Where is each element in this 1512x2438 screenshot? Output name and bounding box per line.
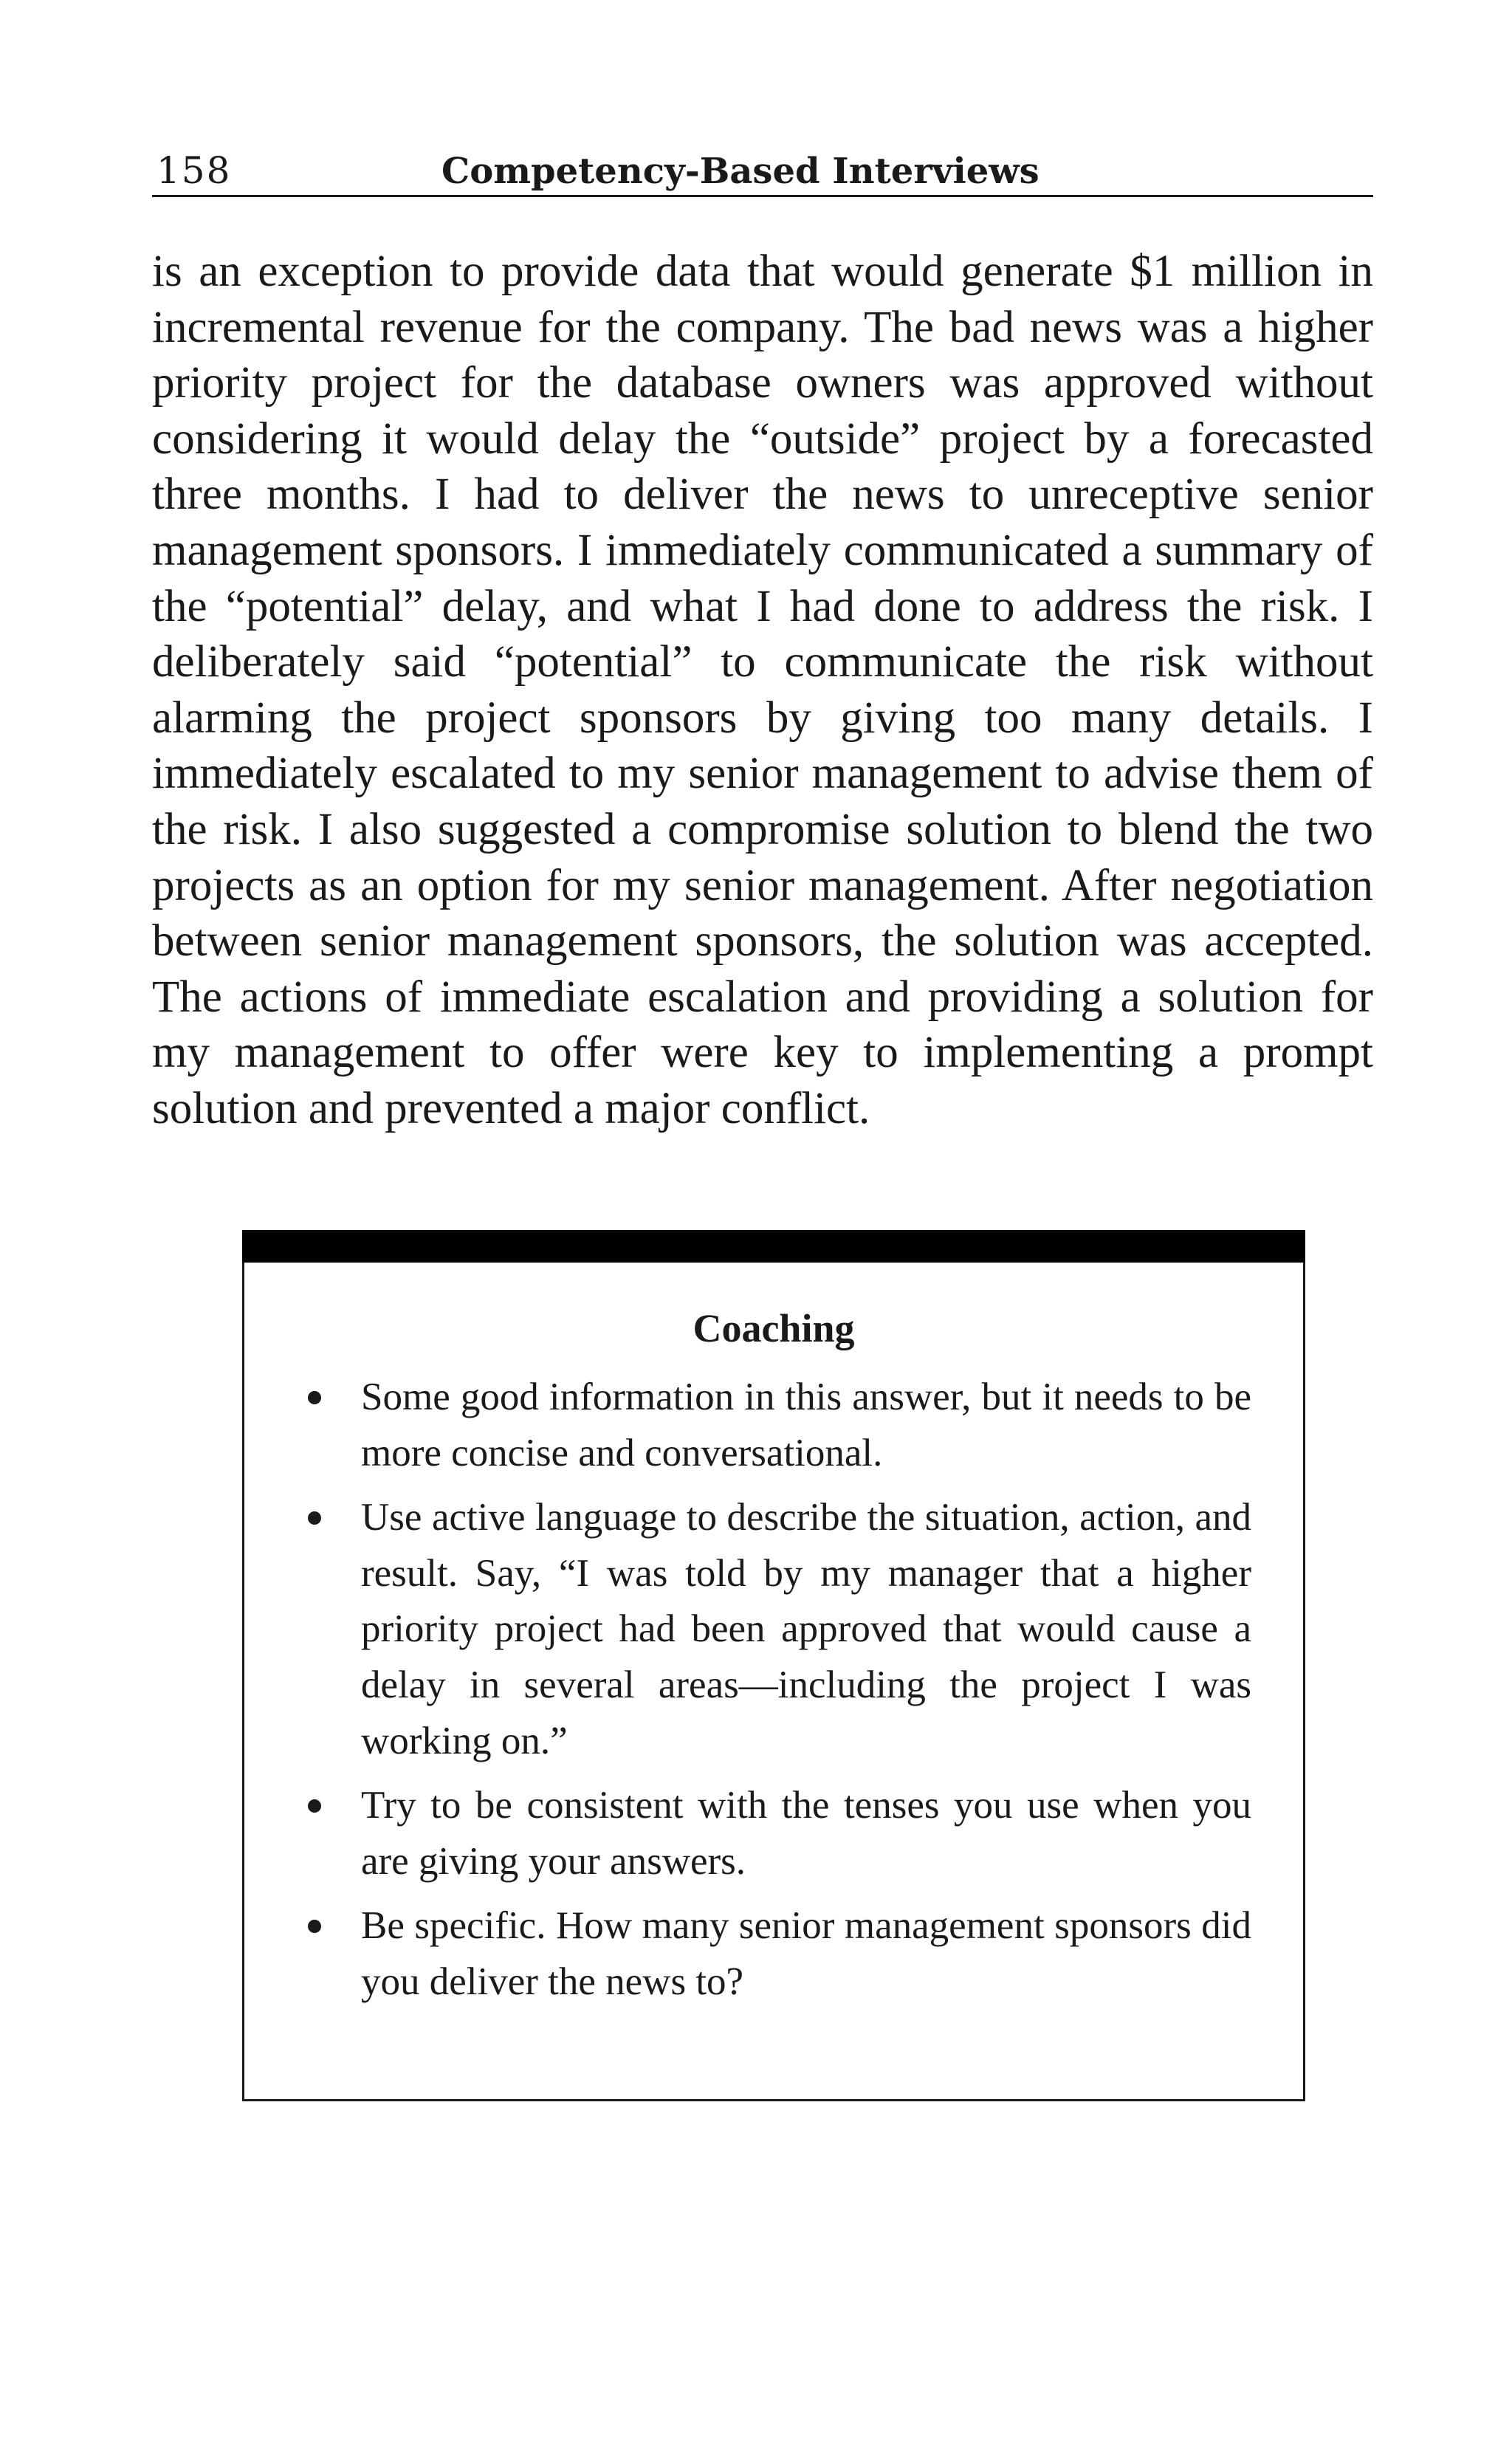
coaching-header-bar xyxy=(242,1230,1305,1263)
bullet-icon xyxy=(308,1799,321,1813)
page-number: 158 xyxy=(157,149,232,192)
body-text xyxy=(152,244,1373,1137)
coaching-item xyxy=(244,1778,1303,1889)
coaching-item xyxy=(244,1370,1303,1481)
bullet-icon xyxy=(308,1920,321,1933)
coaching-title: Coaching xyxy=(693,1306,855,1350)
coaching-item-text: Some good information in this answer, but it needs to be more concise and conversational. xyxy=(361,1376,1251,1474)
coaching-item xyxy=(244,1898,1303,2010)
body-paragraph: is an exception to provide data that would generate $1 million in incremental revenue for the company. The bad news was a higher priority project for the database owners was approved without considering it would delay the “outside” project by a forecasted three months. I had to deliver the news to unreceptive senior management sponsors. I immediately communicated a summary of the “potential” delay, and what I had done to address the risk. I deliberately said “potential” to communicate the risk without alarming the project sponsors by giving too many details. I immediately escalated to my senior management to advise them of the risk. I also suggested a compromise solution to blend the two projects as an option for my senior management. After negotiation between senior management sponsors, the solution was accepted. The actions of immediate escalation and providing a solution for my management to offer were key to implementing a prompt solution and prevented a major conflict. xyxy=(152,247,1373,1133)
bullet-icon xyxy=(308,1391,321,1404)
coaching-item xyxy=(244,1490,1303,1769)
bullet-icon xyxy=(308,1511,321,1525)
page-header xyxy=(152,142,1373,197)
coaching-list xyxy=(244,1370,1303,2019)
coaching-box xyxy=(242,1230,1305,2101)
coaching-item-text: Try to be consistent with the tenses you use when you are giving your answers. xyxy=(361,1784,1251,1883)
running-head: Competency-Based Interviews xyxy=(441,151,1040,192)
coaching-item-text: Be specific. How many senior management sponsors did you deliver the news to? xyxy=(361,1904,1251,2003)
coaching-item-text: Use active language to describe the situation, action, and result. Say, “I was told by my manager that a higher priority project had been approved that would cause a delay in several areas—including the project I was working on.” xyxy=(361,1496,1251,1762)
